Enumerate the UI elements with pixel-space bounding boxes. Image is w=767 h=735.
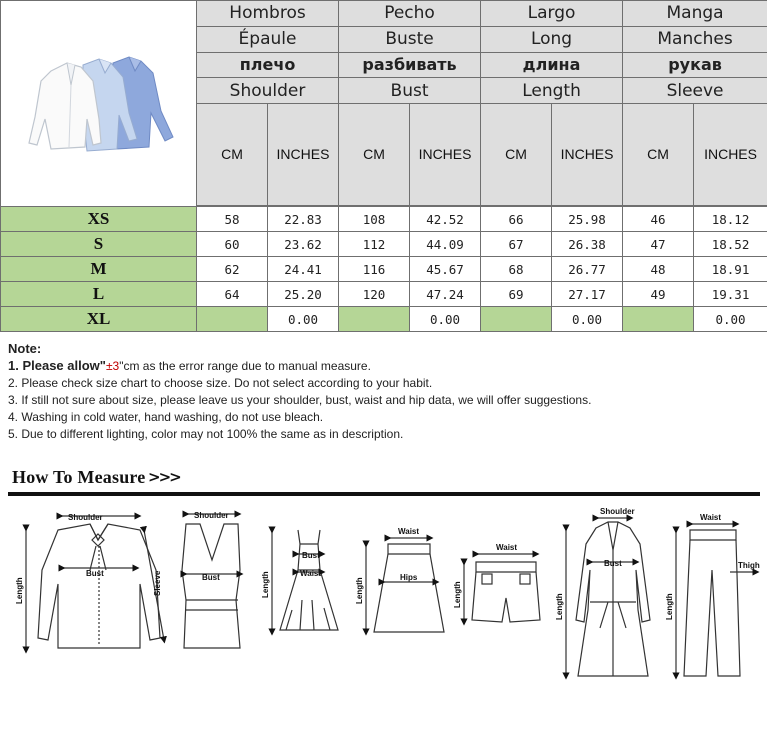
dress-figure-icon <box>272 530 338 632</box>
table-cell: 46 <box>623 207 694 232</box>
size-label: L <box>1 282 197 307</box>
header-ru-shoulder: плечо <box>197 52 339 78</box>
label-sleeve: Sleeve <box>153 570 162 596</box>
unit-cm: CM <box>197 104 268 206</box>
header-en-sleeve: Sleeve <box>623 78 767 104</box>
table-cell: 25.20 <box>268 282 339 307</box>
header-es-length: Largo <box>481 1 623 27</box>
table-cell: 18.52 <box>694 232 767 257</box>
label-length: Length <box>453 581 462 608</box>
label-length: Length <box>15 577 24 604</box>
label-shoulder: Shoulder <box>600 507 635 516</box>
chevron-arrows-icon: >>> <box>148 468 180 486</box>
unit-inches: INCHES <box>268 104 339 206</box>
table-cell: 44.09 <box>410 232 481 257</box>
table-cell: 26.77 <box>552 257 623 282</box>
unit-inches: INCHES <box>552 104 623 206</box>
notes-title: Note: <box>8 341 42 356</box>
note-1-tolerance: ±3 <box>105 359 120 373</box>
table-row <box>1 232 767 257</box>
table-cell: 27.17 <box>552 282 623 307</box>
size-label: XL <box>1 307 197 332</box>
label-bust: Bust <box>604 559 622 568</box>
table-cell: 108 <box>339 207 410 232</box>
label-shoulder: Shoulder <box>194 511 229 520</box>
header-en-shoulder: Shoulder <box>197 78 339 104</box>
table-cell: 60 <box>197 232 268 257</box>
table-cell <box>623 307 694 332</box>
note-line-4: 4. Washing in cold water, hand washing, do not use bleach. <box>8 410 324 424</box>
header-ru-bust: разбивать <box>339 52 481 78</box>
table-cell: 69 <box>481 282 552 307</box>
table-cell: 26.38 <box>552 232 623 257</box>
blouse-figure-icon <box>26 516 164 650</box>
how-to-measure-title: How To Measure <box>12 467 146 487</box>
header-ru-sleeve: рукав <box>623 52 767 78</box>
table-cell: 64 <box>197 282 268 307</box>
header-ru-length: длина <box>481 52 623 78</box>
product-image <box>1 1 197 207</box>
table-row <box>1 307 767 332</box>
header-en-length: Length <box>481 78 623 104</box>
header-es-bust: Pecho <box>339 1 481 27</box>
size-label: XS <box>1 207 197 232</box>
trousers-figure-icon <box>676 524 756 676</box>
table-cell: 47.24 <box>410 282 481 307</box>
label-length: Length <box>355 577 364 604</box>
shorts-figure-icon <box>464 554 540 622</box>
skirt-figure-icon <box>366 538 444 632</box>
table-cell: 0.00 <box>410 307 481 332</box>
table-cell: 49 <box>623 282 694 307</box>
unit-inches: INCHES <box>410 104 481 206</box>
table-cell: 112 <box>339 232 410 257</box>
table-row <box>1 282 767 307</box>
table-row <box>1 257 767 282</box>
label-waist: Waist <box>300 569 322 578</box>
label-length: Length <box>665 593 674 620</box>
size-chart-table <box>0 0 767 332</box>
table-cell: 0.00 <box>694 307 767 332</box>
table-cell: 23.62 <box>268 232 339 257</box>
table-cell: 18.91 <box>694 257 767 282</box>
table-cell: 62 <box>197 257 268 282</box>
table-cell: 19.31 <box>694 282 767 307</box>
table-cell: 66 <box>481 207 552 232</box>
table-cell: 58 <box>197 207 268 232</box>
label-bust: Bust <box>86 569 104 578</box>
table-cell: 18.12 <box>694 207 767 232</box>
note-1-suffix: "cm as the error range due to manual measure. <box>119 359 371 373</box>
header-row-spanish <box>1 1 767 27</box>
header-es-shoulder: Hombros <box>197 1 339 27</box>
table-cell: 0.00 <box>268 307 339 332</box>
label-bust: Bust <box>302 551 320 560</box>
size-label: S <box>1 232 197 257</box>
label-thigh: Thigh <box>738 561 760 570</box>
notes-section <box>8 340 758 443</box>
note-1-prefix: 1. Please allow" <box>8 358 106 373</box>
unit-cm: CM <box>339 104 410 206</box>
label-shoulder: Shoulder <box>68 513 103 522</box>
table-cell: 116 <box>339 257 410 282</box>
header-es-sleeve: Manga <box>623 1 767 27</box>
table-row <box>1 207 767 232</box>
measurement-figures <box>0 500 767 735</box>
table-cell: 25.98 <box>552 207 623 232</box>
shirts-photo-icon <box>1 1 197 201</box>
size-label: M <box>1 257 197 282</box>
table-cell <box>481 307 552 332</box>
label-waist: Waist <box>700 513 722 522</box>
label-length: Length <box>261 571 270 598</box>
section-divider <box>8 492 760 496</box>
label-waist: Waist <box>398 527 420 536</box>
table-cell <box>197 307 268 332</box>
header-en-bust: Bust <box>339 78 481 104</box>
table-cell: 67 <box>481 232 552 257</box>
unit-cm: CM <box>481 104 552 206</box>
table-cell: 48 <box>623 257 694 282</box>
table-cell <box>339 307 410 332</box>
table-cell: 120 <box>339 282 410 307</box>
coat-figure-icon <box>566 518 650 676</box>
unit-cm: CM <box>623 104 694 206</box>
label-hips: Hips <box>400 573 418 582</box>
table-cell: 68 <box>481 257 552 282</box>
table-cell: 42.52 <box>410 207 481 232</box>
header-fr-bust: Buste <box>339 26 481 52</box>
header-fr-sleeve: Manches <box>623 26 767 52</box>
note-line-2: 2. Please check size chart to choose size. Do not select according to your habit. <box>8 376 433 390</box>
label-waist: Waist <box>496 543 518 552</box>
table-cell: 0.00 <box>552 307 623 332</box>
table-cell: 22.83 <box>268 207 339 232</box>
note-line-3: 3. If still not sure about size, please leave us your shoulder, bust, waist and hip data, we will offer suggestions. <box>8 393 592 407</box>
note-line-1 <box>8 357 758 375</box>
unit-inches: INCHES <box>694 104 767 206</box>
header-fr-length: Long <box>481 26 623 52</box>
note-line-5: 5. Due to different lighting, color may not 100% the same as in description. <box>8 427 404 441</box>
table-cell: 24.41 <box>268 257 339 282</box>
label-bust: Bust <box>202 573 220 582</box>
table-cell: 47 <box>623 232 694 257</box>
header-fr-shoulder: Épaule <box>197 26 339 52</box>
label-length: Length <box>555 593 564 620</box>
table-cell: 45.67 <box>410 257 481 282</box>
